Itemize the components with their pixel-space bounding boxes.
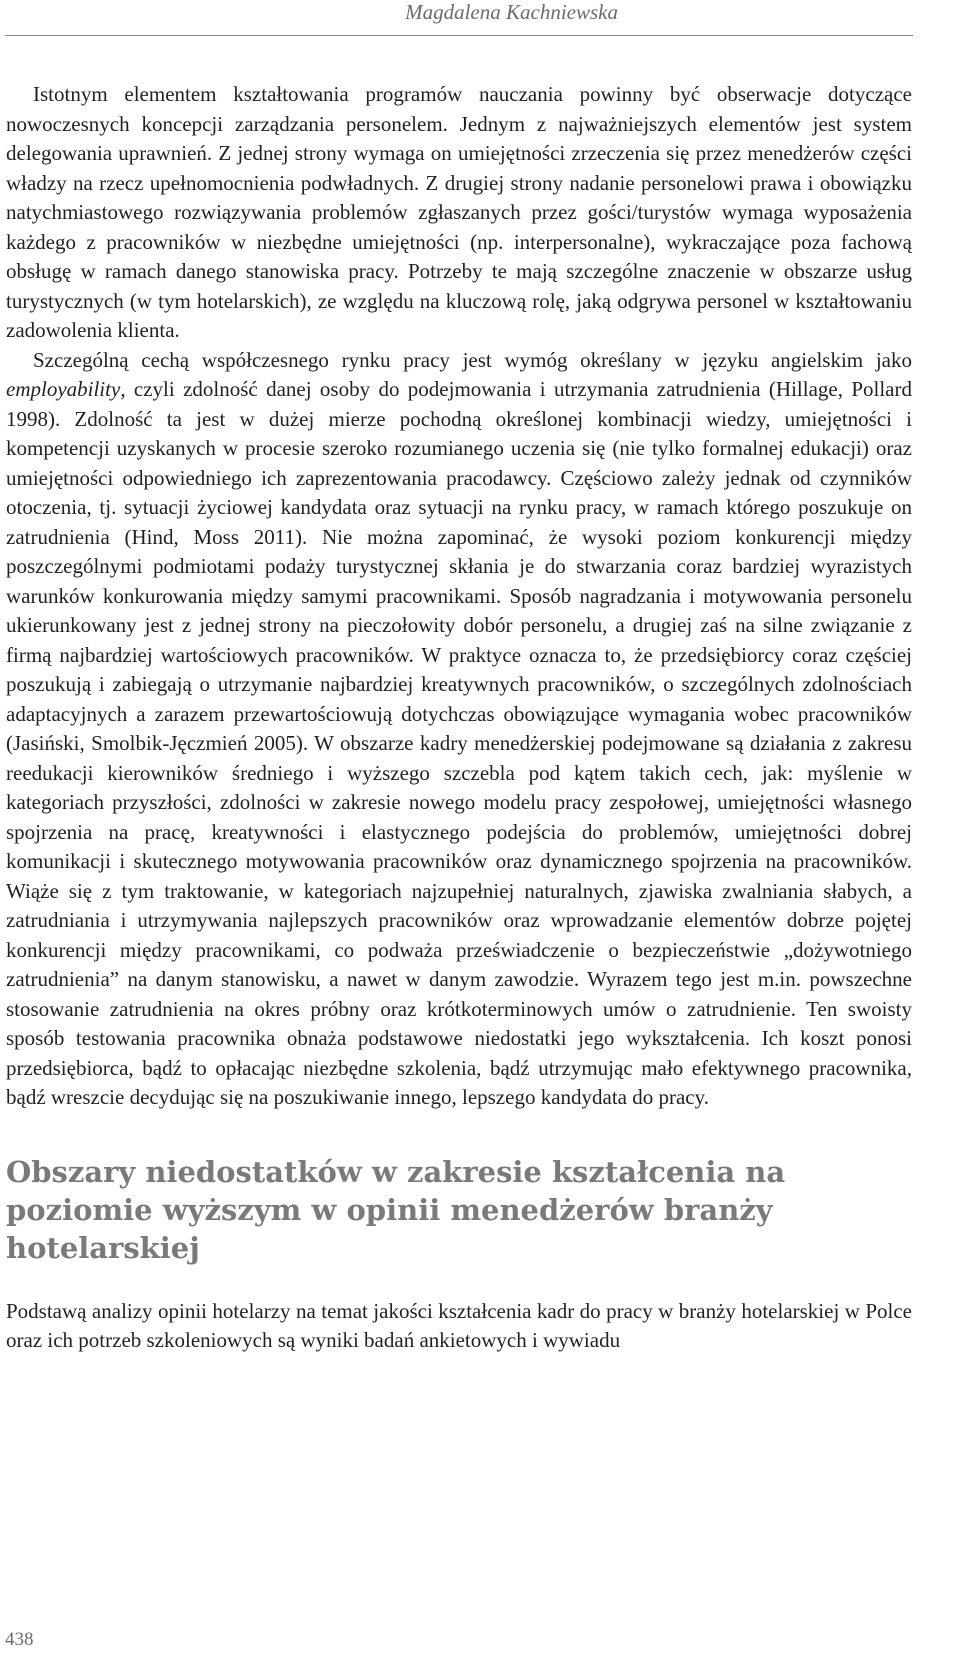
body-paragraph-1: Istotnym elementem kształtowania programów nauczania powinny być obserwacje dotyczące nowoczesnych koncepcji zarządzania personelem. Jednym z najważniejszych elementów jest system delegowania uprawnień. Z jednej strony wymaga on umiejętności zrzeczenia się przez menedżerów części władzy na rzecz upełnomocnienia podwładnych. Z drugiej strony nadanie personelowi prawa i obowiązku natychmiastowego rozwiązywania problemów zgłaszanych przez gości/turystów wymaga wyposażenia każdego z pracowników w niezbędne umiejętności (np. interpersonalne), wykraczające poza fachową obsługę w ramach danego stanowiska pracy. Potrzeby te mają szczególne znaczenie w obszarze usług turystycznych (w tym hotelarskich), ze względu na kluczową rolę, jaką odgrywa personel w kształtowaniu zadowolenia klienta. [6,82,912,342]
header-rule [5,35,913,36]
page-number: 438 [5,1629,34,1650]
section-heading: Obszary niedostatków w zakresie kształcenia na poziomie wyższym w opinii menedżerów branży hotelarskiej [6,1154,786,1265]
body-paragraph-2 [6,346,912,1113]
paragraph-2-start: Szczególną cechą współczesnego rynku pracy jest wymóg określany w języku angielskim jako [33,347,912,372]
body-paragraph-3: Podstawą analizy opinii hotelarzy na temat jakości kształcenia kadr do pracy w branży hotelarskiej w Polce oraz ich potrzeb szkoleniowych są wyniki badań ankietowych i wywiadu [6,1298,912,1352]
running-header-author: Magdalena Kachniewska [405,0,618,24]
paragraph-2-rest: , czyli zdolność danej osoby do podejmowania i utrzymania zatrudnienia (Hillage, Pollard 1998). Zdolność ta jest w dużej mierze pochodną określonej kombinacji wiedzy, umiejętności i kompetencji uzyskanych w procesie szeroko rozumianego uczenia się (nie tylko formalnej edukacji) oraz umiejętności odpowiedniego ich zaprezentowania pracodawcy. Częściowo zależy jednak od czynników otoczenia, tj. sytuacji życiowej kandydata oraz sytuacji na rynku pracy, w ramach którego poszukuje on zatrudnienia (Hind, Moss 2011). Nie można zapominać, że wysoki poziom konkurencji między poszczególnymi podmiotami podaży turystycznej skłania je do stwarzania coraz bardziej wyrazistych warunków konkurowania między samymi pracownikami. Sposób nagradzania i motywowania personelu ukierunkowany jest z jednej strony na pieczołowity dobór personelu, a drugiej zaś na silne związanie z firmą najbardziej wartościowych pracowników. W praktyce oznacza to, że przedsiębiorcy coraz częściej poszukują i zabiegają o utrzymanie najbardziej kreatywnych pracowników, o szczególnych zdolnościach adaptacyjnych a zarazem przewartościowują dotychczas obowiązujące wymagania wobec pracowników (Jasiński, Smolbik-Jęczmień 2005). W obszarze kadry menedżerskiej podejmowane są działania z zakresu reedukacji kierowników średniego i wyższego szczebla pod kątem takich cech, jak: myślenie w kategoriach przyszłości, zdolności w zakresie nowego modelu pracy zespołowej, umiejętności własnego spojrzenia na pracę, kreatywności i elastycznego podejścia do problemów, umiejętności dobrej komunikacji i skutecznego motywowania pracowników oraz dynamicznego spojrzenia na pracowników. Wiąże się z tym traktowanie, w kategoriach najzupełniej naturalnych, zjawiska zwalniania słabych, a zatrudniania i utrzymywania najlepszych pracowników oraz wprowadzanie elementów dobrze pojętej konkurencji między pracownikami, co podważa przeświadczenie o bezpieczeństwie „dożywotniego zatrudnienia” na danym stanowisku, a nawet w danym zawodzie. Wyrazem tego jest m.in. powszechne stosowanie zatrudnienia na okres próbny oraz krótkoterminowych umów o zatrudnienie. Ten swoisty sposób testowania pracownika obnaża podstawowe niedostatki jego wykształcenia. Ich koszt ponosi przedsiębiorca, bądź to opłacając niezbędne szkolenia, bądź utrzymując mało efektywnego pracownika, bądź wreszcie decydując się na poszukiwanie innego, lepszego kandydata do pracy. [6,377,912,1109]
term-employability: employability [6,377,121,401]
page-body [6,80,912,1356]
